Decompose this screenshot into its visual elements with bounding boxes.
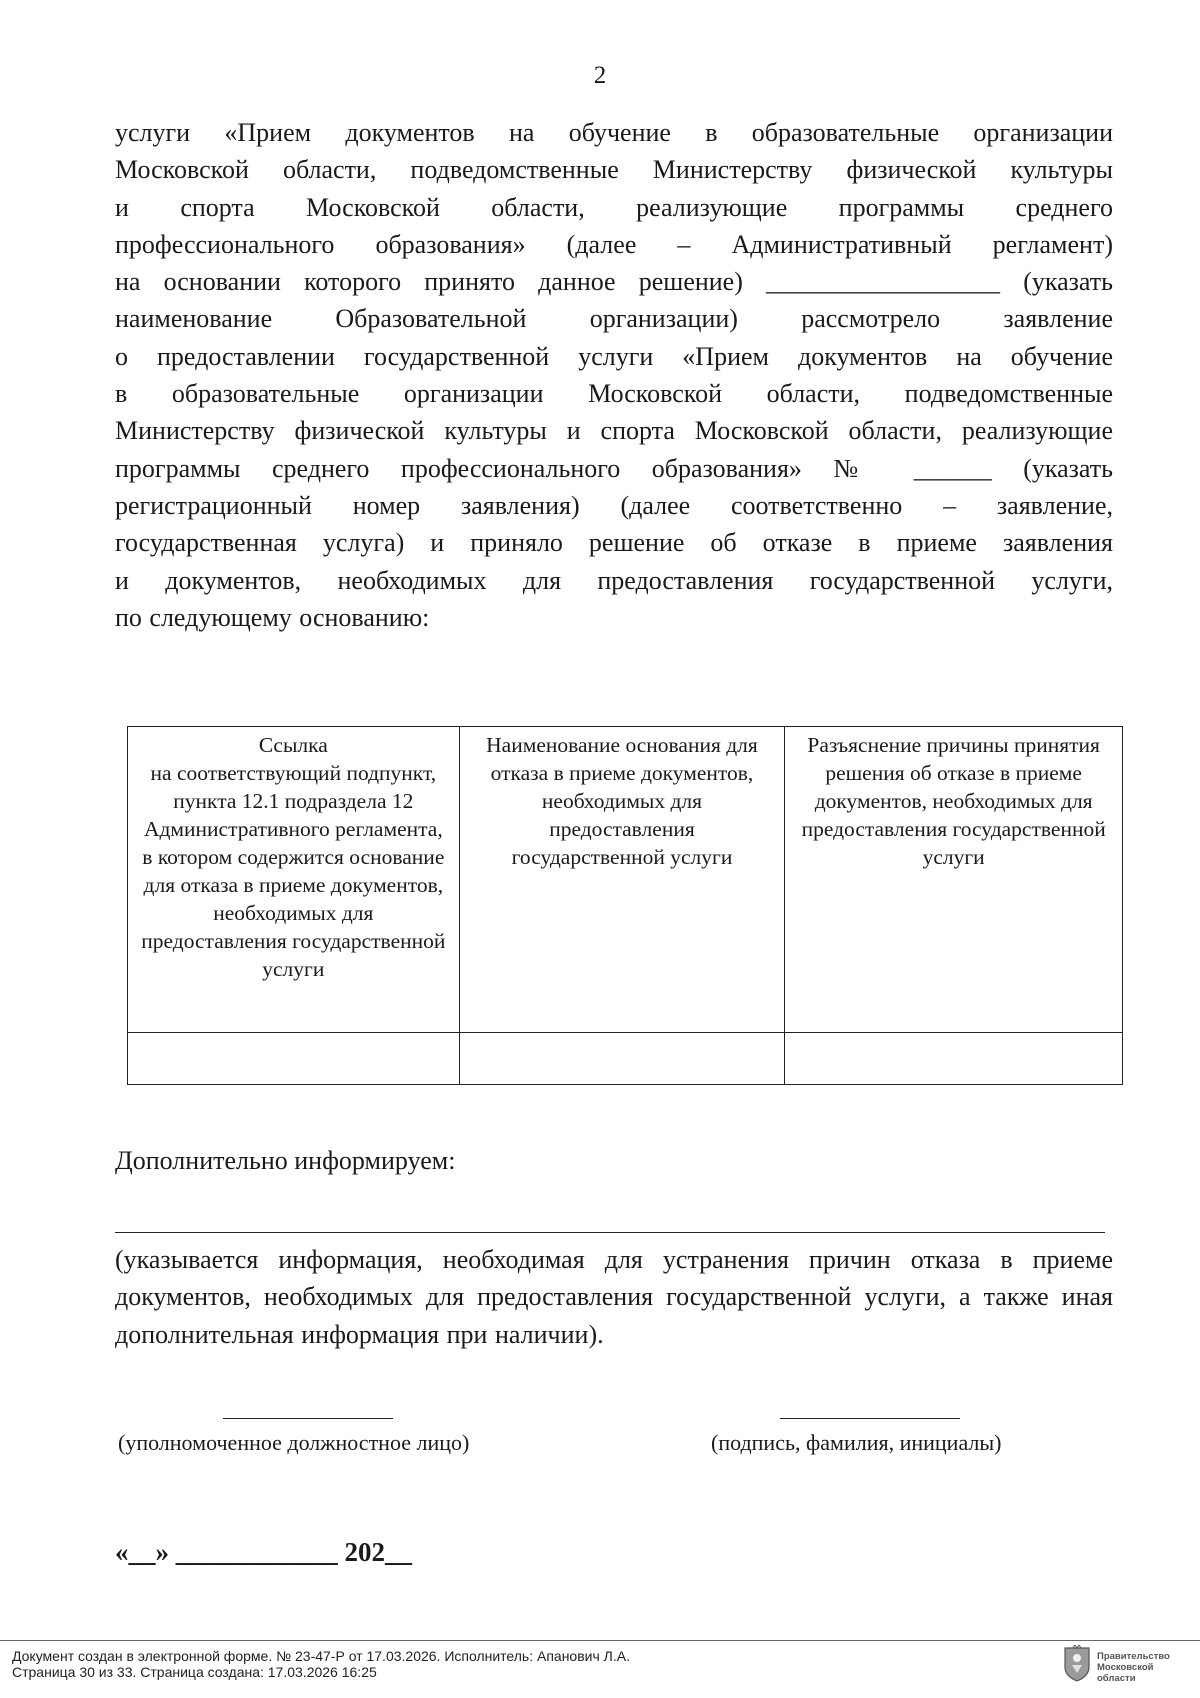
intro-line: и документов, необходимых для предоставления государственной услуги,	[115, 565, 1113, 595]
table-row	[128, 1033, 1123, 1085]
table-header-ground-name: Наименование основания для отказа в приеме документов, необходимых для предоставления государственной услуги	[459, 727, 785, 1033]
logo-line: Правительство	[1097, 1651, 1170, 1662]
government-logo	[1062, 1645, 1192, 1685]
footer-text	[12, 1648, 630, 1680]
intro-line: государственная услуга) и приняло решение об отказе в приеме заявления	[115, 528, 1113, 558]
footer-line-page: Страница 30 из 33. Страница создана: 17.03.2026 16:25	[12, 1664, 377, 1680]
table-header-row	[128, 727, 1123, 1033]
official-caption: (уполномоченное должностное лицо)	[118, 1430, 470, 1455]
logo-text	[1097, 1651, 1192, 1684]
page-number: 2	[593, 62, 607, 89]
additional-info-label: Дополнительно информируем:	[115, 1146, 456, 1175]
intro-line: наименование Образовательной организации) рассмотрело заявление	[115, 304, 1113, 334]
additional-info-blank-line[interactable]	[115, 1232, 1105, 1233]
date-line: «__» ____________ 202__	[115, 1537, 412, 1567]
refusal-grounds-table	[127, 726, 1123, 1085]
table-cell[interactable]	[128, 1033, 460, 1085]
logo-line: Московской области	[1097, 1662, 1154, 1684]
official-blank-line[interactable]	[223, 1418, 393, 1419]
intro-line: Московской области, подведомственные Министерству физической культуры	[115, 155, 1113, 185]
table-cell[interactable]	[459, 1033, 785, 1085]
signature-caption: (подпись, фамилия, инициалы)	[711, 1430, 1002, 1455]
coat-of-arms-icon	[1062, 1645, 1092, 1683]
signature-blank-line[interactable]	[780, 1418, 960, 1419]
footer-divider	[0, 1640, 1200, 1641]
intro-line: на основании которого принято данное решение) __________________ (указать	[115, 267, 1113, 297]
table-header-explanation: Разъяснение причины принятия решения об отказе в приеме документов, необходимых для предоставления государственной услуги	[785, 727, 1123, 1033]
intro-line: Министерству физической культуры и спорта Московской области, реализующие	[115, 416, 1113, 446]
footer-line-document: Документ создан в электронной форме. № 23-47-Р от 17.03.2026. Исполнитель: Апанович Л.А.	[12, 1648, 630, 1664]
intro-line: услуги «Прием документов на обучение в образовательные организации	[115, 118, 1113, 147]
additional-info-note: (указывается информация, необходимая для устранения причин отказа в приеме документов, необходимых для предоставления государственной услуги, а также иная дополнительная информация при наличии).	[115, 1245, 1113, 1349]
intro-line: по следующему основанию:	[115, 602, 430, 632]
intro-line: программы среднего профессионального образования» № ______ (указать	[115, 453, 1113, 483]
intro-line: в образовательные организации Московской области, подведомственные	[115, 379, 1113, 409]
intro-line: профессионального образования» (далее – Административный регламент)	[115, 229, 1113, 259]
intro-line: регистрационный номер заявления) (далее соответственно – заявление,	[115, 490, 1113, 520]
intro-line: о предоставлении государственной услуги «Прием документов на обучение	[115, 341, 1113, 371]
intro-line: и спорта Московской области, реализующие программы среднего	[115, 192, 1113, 222]
table-cell[interactable]	[785, 1033, 1123, 1085]
intro-paragraph	[115, 114, 1113, 636]
table-header-reference: Ссылка на соответствующий подпункт, пункта 12.1 подраздела 12 Административного регламента, в котором содержится основание для отказа в приеме документов, необходимых для предоставления государственной услуги	[128, 727, 460, 1033]
